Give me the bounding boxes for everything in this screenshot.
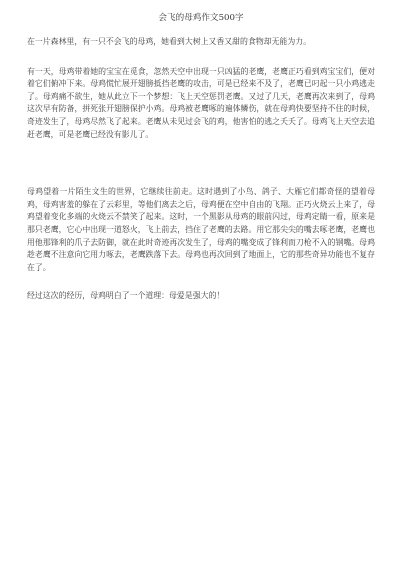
paragraph-intro: 在一片森林里，有一只不会飞的母鸡，她看到大树上又香又甜的食物却无能为力。 bbox=[27, 37, 312, 46]
paragraph-spacer bbox=[27, 141, 375, 186]
paragraph-conclusion: 经过这次的经历，母鸡明白了一个道理：母爱是强大的！ bbox=[27, 291, 225, 301]
paragraph-spacer bbox=[27, 49, 375, 66]
paragraph-new-world: 母鸡望着一片陌生文生的世界，它继续往前走。这时遇到了小鸟、鸽子、大雁它们都奇怪的望着母鸡，母鸡害羞的躲在了云彩里，等他们离去之后，母鸡便在空中自由的飞翔。正巧火烧云上来了，母鸡望着变化多端的火烧云不禁笑了起来。这时，一个黑影从母鸡的眼前闪过，母鸡定睛一看，原来是那只老鹰，它心中出现一道怒火，飞上前去，挡住了老鹰的去路。用它那尖尖的嘴去啄老鹰，老鹰也用他那锋利的爪子去防御，就在此时奇迹再次发生了，母鸡的嘴变成了锋利而刀枪不入的钢嘴。母鸡趁老鹰不注意向它用力啄去，老鹰跌落下去。母鸡也再次回到了地面上，它的那些奇异功能也不复存在了。 bbox=[27, 187, 375, 272]
document-title: 会飞的母鸡作文500字 bbox=[158, 13, 244, 23]
paragraph-spacer bbox=[27, 274, 375, 290]
paragraph-eagle-attack: 有一天，母鸡带着她的宝宝在觅食，忽然天空中出现一只凶猛的老鹰，老鹰正巧看到鸡宝宝们，便对着它们俯冲下来。母鸡慌忙展开翅膀抵挡老鹰的攻击，可是已经来不及了，老鹰已叼起一只小鸡逃走了。母鸡痛不欲生，她从此立下一个梦想：飞上天空惩罚老鹰。又过了几天，老鹰再次来到了，母鸡这次早有防备，拼死张开翅膀保护小鸡。母鸡被老鹰啄的遍体鳞伤，就在母鸡快要坚持不住的时候，奇迹发生了，母鸡尽然飞了起来。老鹰从未见过会飞的鸡，他害怕的逃之夭夭了。母鸡飞上天空去追赶老鹰，可是老鹰已经没有影儿了。 bbox=[27, 66, 375, 139]
